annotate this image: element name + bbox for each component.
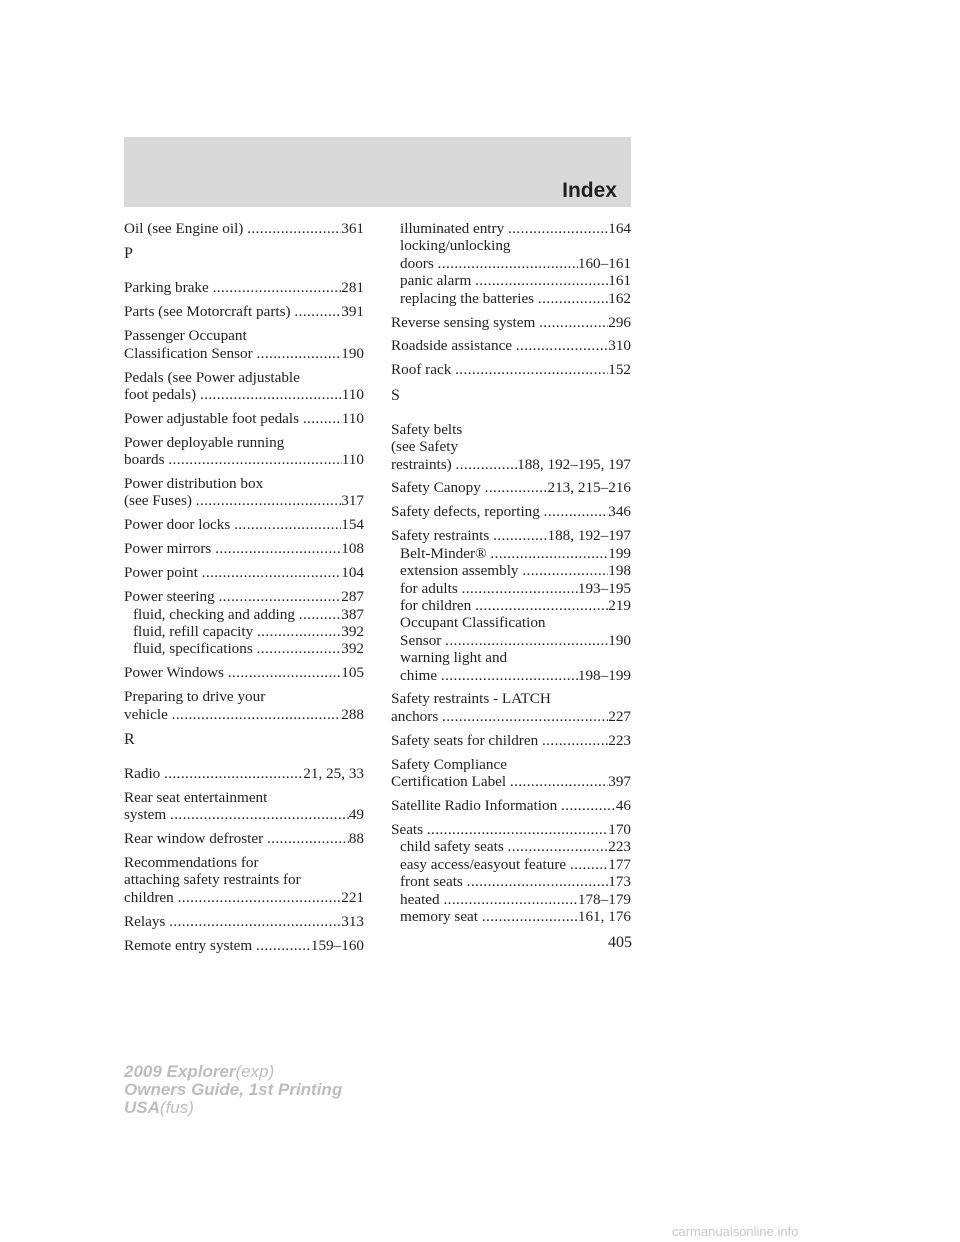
dot-leader [542, 732, 608, 749]
index-page-ref: 105 [341, 664, 364, 682]
dot-leader [256, 345, 341, 362]
index-page-ref: 391 [341, 303, 364, 321]
index-term: locking/unlocking [400, 237, 511, 255]
index-page-ref: 288 [341, 705, 364, 723]
index-subentry [124, 606, 364, 623]
index-line [391, 773, 631, 790]
index-line [400, 856, 631, 873]
index-line [391, 337, 631, 354]
index-term: Rear window defroster [124, 830, 267, 848]
index-term: Parking brake [124, 279, 213, 297]
index-line [124, 937, 364, 954]
index-term: Pedals (see Power adjustable [124, 368, 300, 386]
dot-leader [455, 361, 608, 378]
dot-leader [172, 706, 342, 723]
index-page-ref: 392 [341, 640, 364, 658]
index-term: vehicle [124, 705, 172, 723]
dot-leader [196, 492, 342, 509]
index-entry [124, 789, 364, 824]
dot-leader [303, 410, 342, 427]
index-line [400, 632, 631, 649]
dot-leader [267, 830, 349, 847]
index-page-ref: 162 [608, 289, 631, 307]
index-page-ref: 313 [341, 912, 364, 930]
index-page-ref: 170 [608, 820, 631, 838]
index-entry [124, 434, 364, 469]
dot-leader [257, 640, 342, 657]
index-page-ref: 110 [341, 451, 364, 469]
index-page-ref: 223 [608, 838, 631, 856]
index-line [391, 479, 631, 496]
index-letter-heading: S [391, 386, 400, 404]
index-entry [391, 220, 631, 307]
index-line [124, 492, 364, 509]
index-line [124, 889, 364, 906]
index-page-ref: 198–199 [577, 666, 631, 684]
index-line [400, 237, 631, 254]
index-column-left [124, 220, 364, 961]
index-line [400, 649, 631, 666]
dot-leader [170, 806, 349, 823]
index-term: Power deployable running [124, 433, 285, 451]
index-entry [124, 327, 364, 362]
dot-leader [178, 889, 342, 906]
index-subentry [391, 290, 631, 307]
index-line [400, 545, 631, 562]
index-entry [124, 279, 364, 296]
index-term: Belt-Minder® [400, 544, 491, 562]
index-line [124, 806, 364, 823]
index-term: Sensor [400, 631, 446, 649]
index-line [400, 614, 631, 631]
dot-leader [490, 545, 608, 562]
dot-leader [164, 765, 303, 782]
index-term: (see Safety [391, 438, 459, 456]
index-subentry [391, 597, 631, 614]
index-term: Safety defects, reporting [391, 503, 544, 521]
index-term: Power door locks [124, 516, 235, 534]
index-page-ref: 88 [348, 830, 364, 848]
index-term: panic alarm [400, 272, 476, 290]
index-term: system [124, 806, 170, 824]
index-line [391, 756, 631, 773]
index-term: replacing the batteries [400, 289, 538, 307]
index-page-ref: 296 [608, 313, 631, 331]
dot-leader [508, 838, 609, 855]
dot-leader [508, 220, 608, 237]
index-entry [124, 369, 364, 404]
index-term: easy access/easyout feature [400, 855, 570, 873]
index-term: Remote entry system [124, 936, 257, 954]
index-page-ref: 104 [341, 564, 364, 582]
index-subentry [391, 856, 631, 873]
index-page-ref: 190 [341, 344, 364, 362]
index-term: boards [124, 451, 169, 469]
index-line [400, 873, 631, 890]
dot-leader [299, 606, 341, 623]
index-term: Recommendations for [124, 854, 259, 872]
index-page-ref: 161, 176 [577, 907, 631, 925]
index-subentry [391, 237, 631, 272]
index-subentry [391, 873, 631, 890]
index-line [391, 361, 631, 378]
index-entry [391, 821, 631, 925]
dot-leader [539, 314, 608, 331]
dot-leader [482, 908, 578, 925]
index-page-ref: 154 [341, 516, 364, 534]
index-line [124, 765, 364, 782]
index-term: Safety Compliance [391, 755, 507, 773]
dot-leader [247, 220, 341, 237]
index-term: Safety seats for children [391, 731, 542, 749]
dot-leader [215, 540, 341, 557]
index-entry [124, 516, 364, 533]
dot-leader [462, 580, 578, 597]
index-page-ref: 159–160 [310, 936, 364, 954]
dot-leader [200, 386, 342, 403]
index-line [400, 220, 631, 237]
index-line [391, 438, 631, 455]
index-page-ref: 164 [608, 220, 631, 237]
dot-leader [441, 667, 578, 684]
index-line [400, 580, 631, 597]
index-term: fluid, specifications [133, 640, 257, 658]
index-letter-heading: R [124, 730, 135, 748]
index-term: Reverse sensing system [391, 313, 540, 331]
dot-leader [538, 290, 608, 307]
index-subentry [391, 838, 631, 855]
index-page-ref: 188, 192–195, 197 [517, 455, 631, 473]
index-line [124, 871, 364, 888]
index-page-ref: 219 [608, 596, 631, 614]
footer-print-info [124, 1063, 342, 1117]
dot-leader [228, 664, 341, 681]
index-line [400, 562, 631, 579]
footer-model: 2009 Explorer [124, 1062, 236, 1081]
index-term: fluid, checking and adding [133, 605, 299, 623]
footer-model-code: (exp) [235, 1062, 275, 1081]
index-term: for children [400, 596, 476, 614]
dot-leader [570, 856, 608, 873]
index-page-ref: 199 [608, 544, 631, 562]
index-line [400, 272, 631, 289]
page-title: Index [562, 179, 617, 202]
index-line [400, 597, 631, 614]
index-entry [124, 664, 364, 681]
dot-leader [234, 516, 341, 533]
index-line [124, 475, 364, 492]
index-entry [124, 303, 364, 320]
dot-leader [442, 708, 608, 725]
index-line [124, 220, 364, 237]
index-entry [391, 527, 631, 684]
index-page-ref: 193–195 [577, 579, 631, 597]
dot-leader [467, 873, 609, 890]
index-page-ref: 317 [341, 492, 364, 510]
index-page-ref: 152 [608, 361, 631, 379]
index-subentry [391, 908, 631, 925]
index-term: Classification Sensor [124, 344, 257, 362]
index-term: Relays [124, 912, 170, 930]
index-line [124, 540, 364, 557]
index-page-ref: 361 [341, 220, 364, 237]
index-line [124, 688, 364, 705]
index-line [124, 789, 364, 806]
index-line [400, 667, 631, 684]
page-number: 405 [608, 934, 632, 951]
index-entry [391, 479, 631, 496]
index-page-ref: 310 [608, 337, 631, 355]
index-term: (see Fuses) [124, 492, 196, 510]
index-page-ref: 49 [348, 806, 364, 824]
index-page-ref: 281 [341, 279, 364, 297]
dot-leader [257, 623, 341, 640]
index-line [124, 588, 364, 605]
dot-leader [218, 588, 341, 605]
index-term: Safety restraints - LATCH [391, 690, 551, 708]
dot-leader [256, 937, 311, 954]
index-line [391, 708, 631, 725]
index-page-ref: 110 [341, 385, 364, 403]
index-line [391, 690, 631, 707]
dot-leader [168, 451, 341, 468]
index-line [391, 456, 631, 473]
index-line [124, 830, 364, 847]
index-entry [391, 756, 631, 791]
index-page-ref: 190 [608, 631, 631, 649]
index-line [124, 451, 364, 468]
index-term: illuminated entry [400, 220, 508, 237]
index-term: foot pedals) [124, 385, 200, 403]
index-page-ref: 21, 25, 33 [303, 764, 364, 782]
index-line [124, 386, 364, 403]
index-page-ref: 213, 215–216 [547, 479, 631, 497]
dot-leader [445, 632, 608, 649]
index-line [124, 279, 364, 296]
dot-leader [456, 456, 518, 473]
index-term: extension assembly [400, 562, 523, 580]
index-term: Radio [124, 764, 165, 782]
index-line [124, 303, 364, 320]
index-term: Oil (see Engine oil) [124, 220, 248, 237]
index-page-ref: 46 [615, 796, 631, 814]
index-term: Power adjustable foot pedals [124, 409, 303, 427]
footer-printing: Owners Guide, 1st Printing [124, 1080, 343, 1099]
index-term: heated [400, 890, 444, 908]
index-term: child safety seats [400, 838, 508, 856]
index-line [124, 327, 364, 344]
index-subentry [391, 891, 631, 908]
index-entry [124, 765, 364, 782]
index-line [124, 369, 364, 386]
index-term: Roof rack [391, 361, 456, 379]
footer-market: USA [124, 1098, 160, 1117]
index-term: fluid, refill capacity [133, 622, 257, 640]
index-entry [124, 564, 364, 581]
index-entry [391, 314, 631, 331]
footer-market-code: (fus) [159, 1098, 194, 1117]
index-term: Rear seat entertainment [124, 788, 268, 806]
index-page-ref: 178–179 [577, 890, 631, 908]
index-entry [391, 797, 631, 814]
index-page-ref: 392 [341, 622, 364, 640]
index-entry [124, 830, 364, 847]
dot-leader [510, 773, 608, 790]
index-term: anchors [391, 707, 443, 725]
index-term: Power mirrors [124, 540, 216, 558]
index-entry [391, 421, 631, 473]
index-term: Preparing to drive your [124, 688, 266, 706]
index-page-ref: 223 [608, 731, 631, 749]
index-page-ref: 227 [608, 707, 631, 725]
index-entry [391, 732, 631, 749]
index-page-ref: 387 [341, 605, 364, 623]
index-line [124, 664, 364, 681]
index-line [133, 606, 364, 623]
index-page-ref: 110 [341, 409, 364, 427]
index-term: Parts (see Motorcraft parts) [124, 303, 295, 321]
index-term: memory seat [400, 907, 482, 925]
index-entry [124, 540, 364, 557]
index-term: Power point [124, 564, 202, 582]
index-entry [124, 937, 364, 954]
dot-leader [561, 797, 616, 814]
index-line [391, 732, 631, 749]
index-term: for adults [400, 579, 462, 597]
index-entry [124, 220, 364, 237]
index-line [124, 913, 364, 930]
index-line [400, 891, 631, 908]
index-page-ref: 161 [608, 272, 631, 290]
index-term: Certification Label [391, 773, 510, 791]
index-term: Passenger Occupant [124, 327, 247, 345]
index-letter-heading: P [124, 245, 133, 263]
index-page-ref: 397 [608, 773, 631, 791]
index-subentry [124, 640, 364, 657]
index-line [400, 255, 631, 272]
index-entry [124, 688, 364, 723]
index-term: warning light and [400, 649, 508, 667]
index-line [124, 434, 364, 451]
index-line [391, 314, 631, 331]
dot-leader [438, 255, 578, 272]
index-term: Occupant Classification [400, 614, 546, 632]
index-line [133, 640, 364, 657]
index-entry [391, 361, 631, 378]
index-line [400, 838, 631, 855]
index-term: Safety belts [391, 420, 463, 438]
index-line [391, 503, 631, 520]
dot-leader [427, 821, 608, 838]
index-page-ref: 173 [608, 873, 631, 891]
index-term: chime [400, 666, 441, 684]
index-term: front seats [400, 873, 467, 891]
index-term: attaching safety restraints for [124, 871, 301, 889]
index-page-ref: 108 [341, 540, 364, 558]
index-line [400, 908, 631, 925]
index-line [124, 854, 364, 871]
index-line [124, 706, 364, 723]
index-line [400, 290, 631, 307]
dot-leader [475, 597, 608, 614]
index-term: Safety Canopy [391, 479, 485, 497]
index-subentry [391, 220, 631, 237]
index-line [133, 623, 364, 640]
index-entry [124, 410, 364, 427]
index-term: Safety restraints [391, 527, 494, 545]
index-subentry [391, 580, 631, 597]
index-subentry [391, 614, 631, 649]
index-line [124, 564, 364, 581]
index-subentry [391, 562, 631, 579]
index-line [124, 345, 364, 362]
index-entry [391, 690, 631, 725]
index-entry [391, 337, 631, 354]
index-term: Seats [391, 820, 427, 838]
dot-leader [202, 564, 342, 581]
dot-leader [213, 279, 342, 296]
index-column-right [391, 220, 631, 932]
header-band [124, 137, 631, 207]
index-page-ref: 188, 192–197 [547, 527, 631, 545]
watermark: carmanualsonline.info [672, 1224, 799, 1239]
dot-leader [493, 527, 547, 544]
index-term: Power steering [124, 588, 219, 606]
dot-leader [516, 337, 608, 354]
index-page-ref: 346 [608, 503, 631, 521]
index-subentry [391, 272, 631, 289]
index-term: restraints) [391, 455, 456, 473]
index-entry [124, 588, 364, 658]
index-entry [391, 503, 631, 520]
dot-leader [443, 891, 577, 908]
index-line [124, 410, 364, 427]
index-line [391, 527, 631, 544]
index-page-ref: 287 [341, 588, 364, 606]
dot-leader [169, 913, 341, 930]
dot-leader [485, 479, 548, 496]
dot-leader [294, 303, 341, 320]
index-term: Power Windows [124, 664, 228, 682]
dot-leader [544, 503, 609, 520]
index-term: Power distribution box [124, 475, 264, 493]
index-subentry [124, 623, 364, 640]
dot-leader [475, 272, 608, 289]
dot-leader [522, 562, 608, 579]
index-line [124, 516, 364, 533]
index-subentry [391, 649, 631, 684]
index-entry [124, 475, 364, 510]
index-term: children [124, 888, 178, 906]
index-page-ref: 177 [608, 855, 631, 873]
index-line [391, 821, 631, 838]
index-line [391, 797, 631, 814]
index-term: Roadside assistance [391, 337, 516, 355]
index-page-ref: 160–161 [577, 254, 631, 272]
index-term: doors [400, 254, 438, 272]
index-page-ref: 198 [608, 562, 631, 580]
index-term: Satellite Radio Information [391, 796, 561, 814]
index-entry [124, 913, 364, 930]
index-subentry [391, 545, 631, 562]
index-line [391, 421, 631, 438]
index-entry [124, 854, 364, 906]
index-page-ref: 221 [341, 888, 364, 906]
